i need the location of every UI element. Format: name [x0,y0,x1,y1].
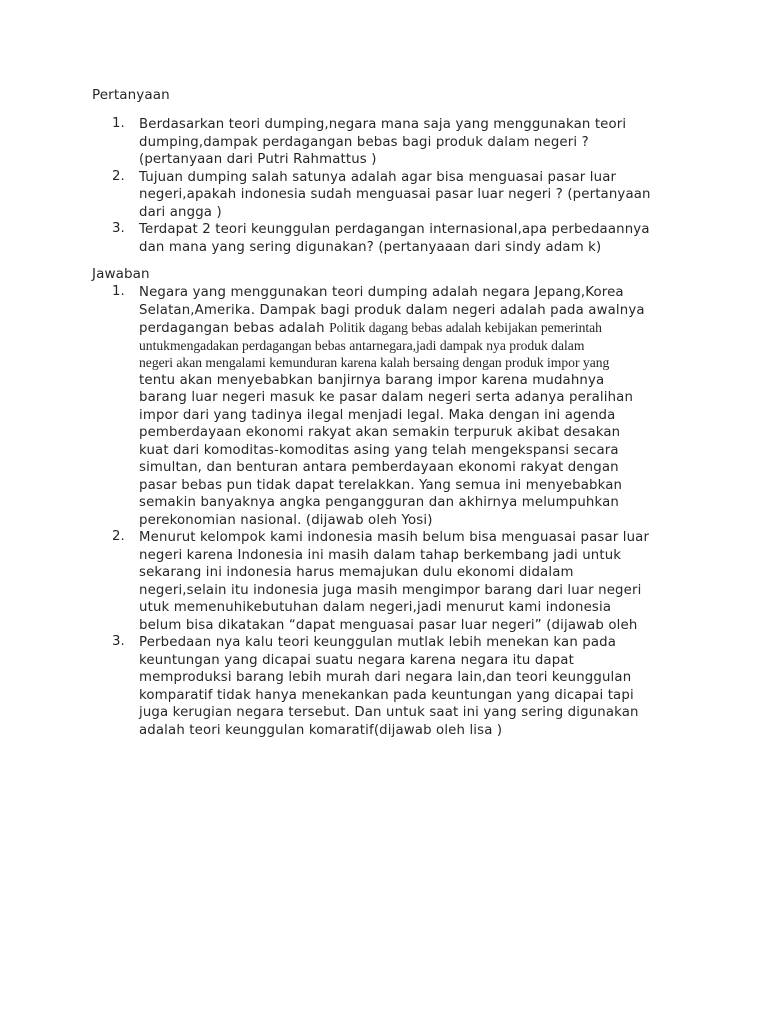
list-number: 3. [112,634,125,649]
list-number: 3. [112,221,125,236]
text-line: tentu akan menyebabkan banjirnya barang impor karena mudahnya [139,372,605,388]
question-item-1 [112,116,682,169]
answer-item-1 [112,284,682,529]
text-line: Negara yang menggunakan teori dumping adalah negara Jepang,Korea [139,285,624,300]
text-line: juga kerugian negara tersebut. Dan untuk saat ini yang sering digunakan [139,705,639,720]
text-line: memproduksi barang lebih murah dari negara lain,dan teori keunggulan [139,670,632,685]
text-line: Selatan,Amerika. Dampak bagi produk dalam negeri adalah pada awalnya [139,302,645,318]
text-line [139,337,682,355]
answers-heading: Jawaban [92,266,150,282]
text-line: utuk memenuhikebutuhan dalam negeri,jadi menurut kami indonesia [139,600,612,615]
list-number: 2. [112,168,125,184]
text-line: keuntungan yang dicapai suatu negara karena negara itu dapat [139,652,574,668]
text-line: adalah teori keunggulan komaratif(dijawab oleh lisa ) [139,722,503,738]
text-line [139,319,682,337]
text-line: impor dari yang tadinya ilegal menjadi legal. Maka dengan ini agenda [139,407,616,423]
question-item-2 [112,169,682,222]
questions-heading: Pertanyaan [92,87,170,103]
pasted-text-run: Politik dagang bebas adalah kebijakan pemerintah [329,320,602,335]
text-line: sekarang ini indonesia harus memajukan dulu ekonomi didalam [139,565,574,580]
text-line: belum bisa dikatakan “dapat menguasai pasar luar negeri” (dijawab oleh [139,617,638,633]
pasted-text-run: negeri akan mengalami kemunduran karena kalah bersaing dengan produk impor yang [139,355,610,370]
text-run: perdagangan bebas adalah [139,321,330,336]
text-line: pemberdayaan ekonomi rakyat akan semakin terpuruk akibat desakan [139,425,621,440]
answer-item-2 [112,529,682,634]
text-line: perekonomian nasional. (dijawab oleh Yosi) [139,512,433,528]
text-line: pasar bebas pun tidak dapat terelakkan. Yang semua ini menyebabkan [139,477,623,493]
pasted-text-run: untukmengadakan perdagangan bebas antarnegara,jadi dampak nya produk dalam [139,337,585,353]
text-line: Menurut kelompok kami indonesia masih belum bisa menguasai pasar luar [139,530,650,545]
text-line: negeri,apakah indonesia sudah menguasai pasar luar negeri ? (pertanyaan [139,187,651,202]
list-number: 1. [112,284,125,299]
text-line: negeri,selain itu indonesia juga masih mengimpor barang dari luar negeri [139,582,642,598]
text-line: semakin banyaknya angka pengangguran dan akhirnya melumpuhkan [139,495,619,510]
answers-list [112,284,682,739]
text-line: Tujuan dumping salah satunya adalah agar bisa menguasai pasar luar [139,169,617,185]
text-line: Perbedaan nya kalu teori keunggulan mutlak lebih menekan kan pada [139,635,617,650]
text-line: barang luar negeri masuk ke pasar dalam negeri serta adanya peralihan [139,390,634,405]
text-line: dumping,dampak perdagangan bebas bagi produk dalam negeri ? [139,134,589,150]
text-line: kuat dari komoditas-komoditas asing yang telah mengekspansi secara [139,442,619,458]
text-line: dari angga ) [139,204,222,220]
text-line: dan mana yang sering digunakan? (pertanyaaan dari sindy adam k) [139,239,602,255]
questions-list [112,116,682,256]
text-line: simultan, dan benturan antara pemberdayaan ekonomi rakyat dengan [139,460,619,475]
text-line [139,354,682,372]
answer-item-3 [112,634,682,739]
text-line: Berdasarkan teori dumping,negara mana saja yang menggunakan teori [139,117,627,132]
text-line: (pertanyaan dari Putri Rahmattus ) [139,152,377,167]
text-line: Terdapat 2 teori keunggulan perdagangan internasional,apa perbedaannya [139,222,650,237]
list-number: 1. [112,116,125,131]
question-item-3 [112,221,682,256]
list-number: 2. [112,529,125,544]
text-line: komparatif tidak hanya menekankan pada keuntungan yang dicapai tapi [139,687,634,703]
text-line: negeri karena Indonesia ini masih dalam tahap berkembang jadi untuk [139,547,622,563]
